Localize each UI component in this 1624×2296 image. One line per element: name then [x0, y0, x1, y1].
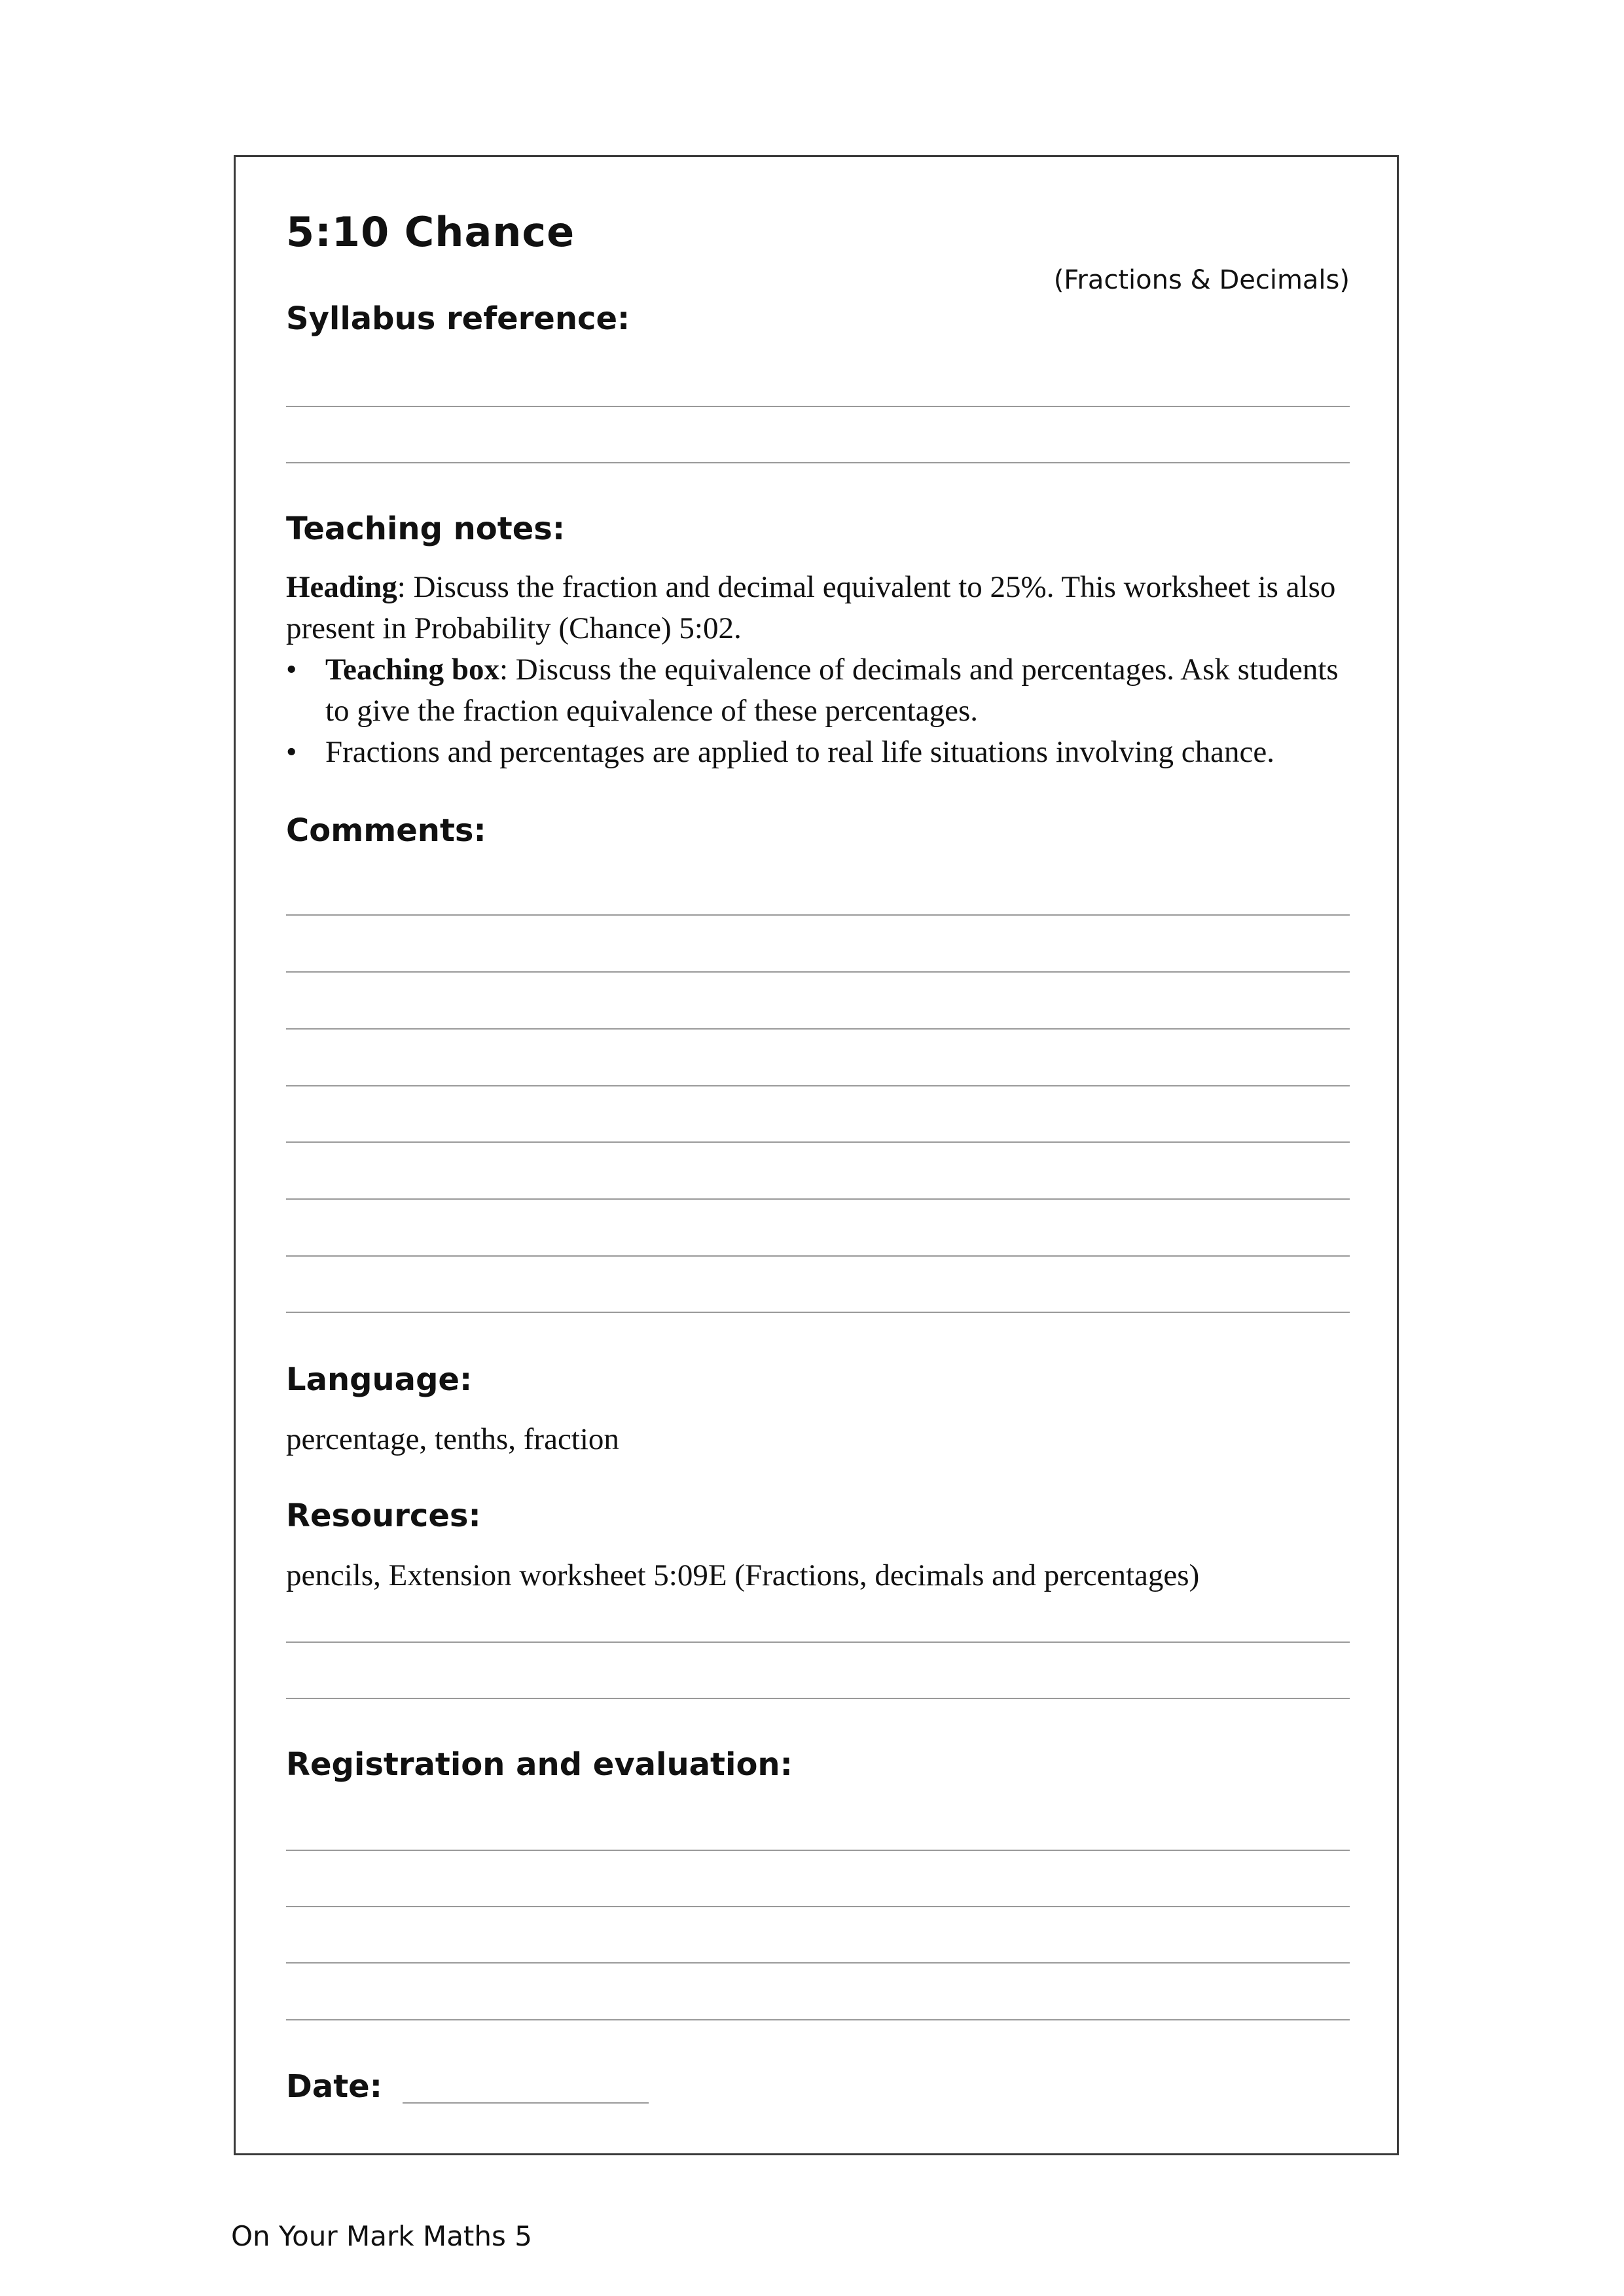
intro-text: : Discuss the fraction and decimal equivalent to 25%. This worksheet is also present in Probability (Chance) 5:02. [286, 570, 1336, 645]
teaching-notes-body [286, 567, 1350, 773]
intro-bold: Heading [286, 570, 397, 604]
bullet-text: : Discuss the equivalence of decimals and percentages. Ask students to give the fraction equivalence of these percentages. [325, 653, 1339, 728]
comment-line [286, 1028, 1350, 1030]
comment-line [286, 1312, 1350, 1313]
bullet-text: Fractions and percentages are applied to real life situations involving chance. [325, 735, 1274, 769]
comment-line [286, 971, 1350, 973]
registration-heading: Registration and evaluation: [286, 1746, 793, 1783]
syllabus-heading: Syllabus reference: [286, 300, 630, 337]
registration-line [286, 1850, 1350, 1851]
teaching-notes-heading: Teaching notes: [286, 511, 566, 547]
bullet-icon: • [286, 653, 297, 687]
resources-text: pencils, Extension worksheet 5:09E (Fractions, decimals and percentages) [286, 1558, 1200, 1592]
syllabus-line [286, 406, 1350, 407]
teaching-notes-list [286, 649, 1350, 773]
comment-line [286, 1141, 1350, 1143]
comments-heading: Comments: [286, 812, 486, 849]
language-heading: Language: [286, 1361, 473, 1398]
resources-line [286, 1641, 1350, 1643]
resources-line [286, 1698, 1350, 1699]
syllabus-line [286, 462, 1350, 463]
list-item [286, 732, 1350, 773]
worksheet-title: 5:10 Chance [286, 208, 575, 256]
footer-text: On Your Mark Maths 5 [231, 2220, 532, 2252]
comment-line [286, 1085, 1350, 1086]
registration-line [286, 1906, 1350, 1907]
topic-label: (Fractions & Decimals) [1053, 265, 1350, 295]
comment-line [286, 914, 1350, 916]
date-label: Date: [286, 2068, 382, 2105]
resources-heading: Resources: [286, 1498, 481, 1534]
registration-line [286, 2019, 1350, 2020]
worksheet-frame [234, 155, 1399, 2155]
teaching-notes-intro [286, 567, 1350, 649]
date-field-line [403, 2102, 649, 2104]
bullet-bold: Teaching box [325, 653, 499, 687]
registration-line [286, 1962, 1350, 1964]
comment-line [286, 1255, 1350, 1257]
bullet-icon: • [286, 735, 297, 769]
language-text: percentage, tenths, fraction [286, 1422, 619, 1456]
list-item [286, 649, 1350, 732]
comment-line [286, 1198, 1350, 1200]
